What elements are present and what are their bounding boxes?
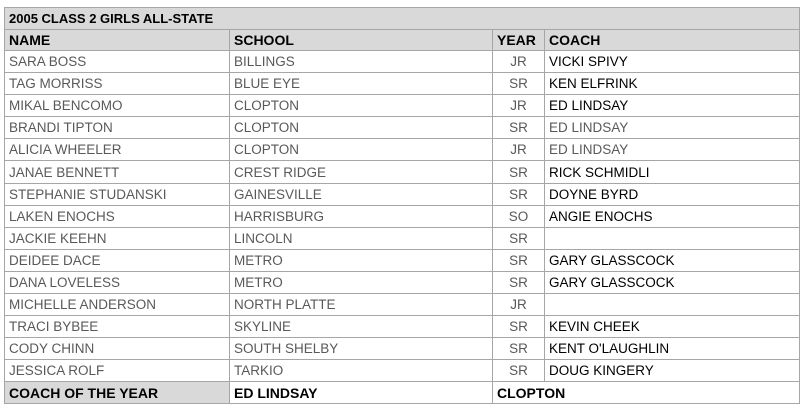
school-cell: BILLINGS [230,51,493,73]
table-row [5,249,800,271]
coach-cell: DOUG KINGERY [545,360,800,382]
player-name-cell: SARA BOSS [5,51,230,73]
player-name-cell: MIKAL BENCOMO [5,95,230,117]
player-name-cell: ALICIA WHEELER [5,139,230,161]
coach-of-year-name: ED LINDSAY [230,382,493,404]
year-cell: JR [493,294,545,316]
table-row [5,205,800,227]
coach-of-year-label: COACH OF THE YEAR [5,382,230,404]
year-cell: SR [493,338,545,360]
player-name-cell: MICHELLE ANDERSON [5,294,230,316]
table-row [5,161,800,183]
school-cell: CLOPTON [230,95,493,117]
year-cell: SR [493,316,545,338]
player-name-cell: STEPHANIE STUDANSKI [5,183,230,205]
column-header-name: NAME [5,30,230,51]
column-header-coach: COACH [545,30,800,51]
table-row [5,294,800,316]
title-row [5,8,800,30]
table-row [5,139,800,161]
player-name-cell: BRANDI TIPTON [5,117,230,139]
school-cell: HARRISBURG [230,205,493,227]
coach-cell [545,294,800,316]
player-name-cell: DANA LOVELESS [5,271,230,293]
school-cell: BLUE EYE [230,73,493,95]
coach-cell: KEN ELFRINK [545,73,800,95]
player-name-cell: TRACI BYBEE [5,316,230,338]
player-name-cell: JACKIE KEEHN [5,227,230,249]
school-cell: METRO [230,249,493,271]
table-row [5,316,800,338]
table-row [5,183,800,205]
player-name-cell: JESSICA ROLF [5,360,230,382]
school-cell: TARKIO [230,360,493,382]
year-cell: SR [493,183,545,205]
all-state-table [4,7,800,404]
coach-cell: RICK SCHMIDLI [545,161,800,183]
year-cell: SR [493,271,545,293]
year-cell: SR [493,161,545,183]
coach-cell: DOYNE BYRD [545,183,800,205]
table-row [5,271,800,293]
coach-cell: KEVIN CHEEK [545,316,800,338]
table-row [5,338,800,360]
table-row [5,51,800,73]
coach-cell: GARY GLASSCOCK [545,249,800,271]
school-cell: CLOPTON [230,117,493,139]
table-row [5,73,800,95]
school-cell: NORTH PLATTE [230,294,493,316]
coach-cell: ED LINDSAY [545,95,800,117]
school-cell: SKYLINE [230,316,493,338]
year-cell: SR [493,227,545,249]
coach-of-year-school: CLOPTON [493,382,800,404]
year-cell: JR [493,51,545,73]
school-cell: SOUTH SHELBY [230,338,493,360]
school-cell: GAINESVILLE [230,183,493,205]
year-cell: SR [493,249,545,271]
coach-cell: ED LINDSAY [545,139,800,161]
school-cell: CLOPTON [230,139,493,161]
column-header-year: YEAR [493,30,545,51]
coach-cell: GARY GLASSCOCK [545,271,800,293]
coach-cell: VICKI SPIVY [545,51,800,73]
table-row [5,117,800,139]
school-cell: METRO [230,271,493,293]
coach-cell [545,227,800,249]
table-row [5,227,800,249]
column-header-school: SCHOOL [230,30,493,51]
player-name-cell: JANAE BENNETT [5,161,230,183]
header-row [5,30,800,51]
player-name-cell: LAKEN ENOCHS [5,205,230,227]
coach-cell: ED LINDSAY [545,117,800,139]
year-cell: JR [493,95,545,117]
table-row [5,95,800,117]
coach-cell: ANGIE ENOCHS [545,205,800,227]
year-cell: SR [493,117,545,139]
player-name-cell: TAG MORRISS [5,73,230,95]
school-cell: LINCOLN [230,227,493,249]
year-cell: SO [493,205,545,227]
table-title: 2005 CLASS 2 GIRLS ALL-STATE [5,8,800,30]
year-cell: JR [493,139,545,161]
table-row [5,360,800,382]
coach-of-year-row [5,382,800,404]
year-cell: SR [493,73,545,95]
all-state-sheet [4,7,799,404]
year-cell: SR [493,360,545,382]
player-name-cell: DEIDEE DACE [5,249,230,271]
player-name-cell: CODY CHINN [5,338,230,360]
coach-cell: KENT O'LAUGHLIN [545,338,800,360]
school-cell: CREST RIDGE [230,161,493,183]
